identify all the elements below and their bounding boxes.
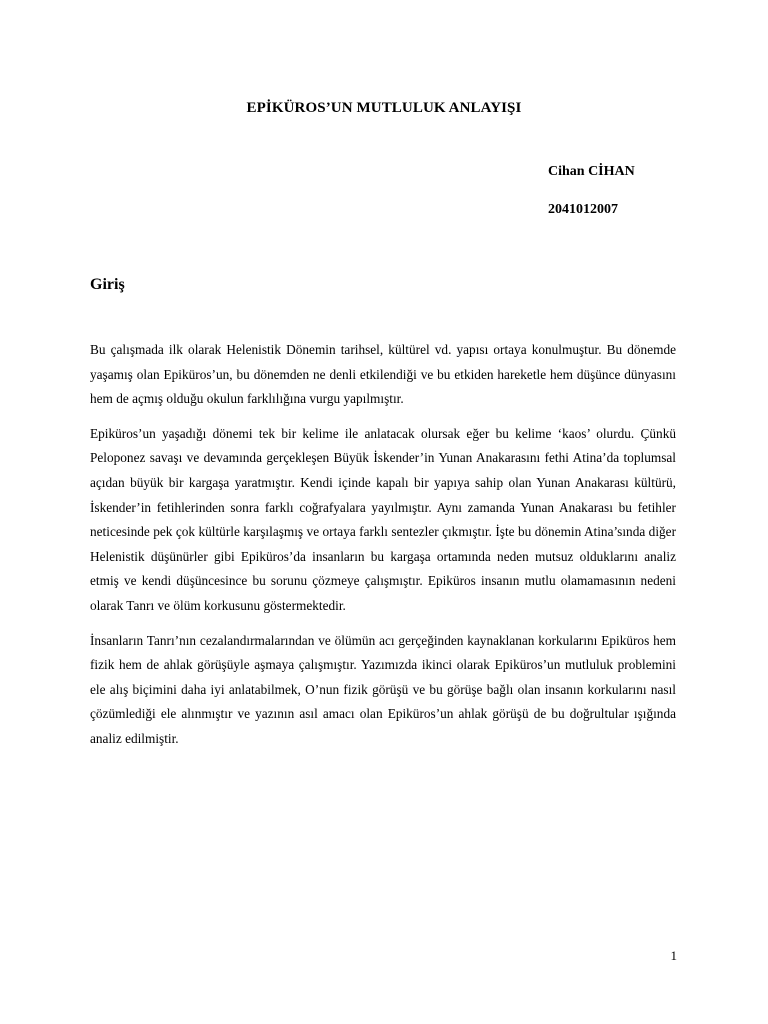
paragraph-3: İnsanların Tanrı’nın cezalandırmalarından ve ölümün acı gerçeğinden kaynaklanan korkularını Epiküros hem fizik hem de ahlak görüşüyle aşmaya çalışmıştır. Yazımızda ikinci olarak Epiküros’un mutluluk problemini ele alış biçimini daha iyi anlatabilmek, O’nun fizik görüşü ve bu görüşe bağlı olan insanın korkularını nasıl çözümlediği ele alınmıştır ve yazının asıl amacı olan Epiküros’un ahlak görüşü de bu doğrultular ışığında analiz edilmiştir. xyxy=(90,632,676,746)
paragraph-2: Epiküros’un yaşadığı dönemi tek bir kelime ile anlatacak olursak eğer bu kelime ‘kaos’ olurdu. Çünkü Peloponez savaşı ve devamında gerçekleşen Büyük İskender’in Yunan Anakarasını fethi Atina’da toplumsal açıdan büyük bir kargaşa yaratmıştır. Kendi içinde kapalı bir yapıya sahip olan Yunan Anakarası kültürü, İskender’in fetihlerinden sonra farklı coğrafyalara yayılmıştır. Aynı zamanda Yunan Anakarası bu fetihler neticesinde pek çok kültürle karşılaşmış ve ortaya farklı sentezler çıkmıştır. İşte bu dönemin Atina’sında diğer Helenistik düşünürler gibi Epiküros’da insanların bu kargaşa ortamında neden mutsuz olduklarını analiz etmiş ve kendi düşüncesince bu sorunu çözmeye çalışmıştır. Epiküros insanın mutlu olamamasının nedeni olarak Tanrı ve ölüm korkusunu göstermektedir. xyxy=(90,425,676,613)
author-id: 2041012007 xyxy=(548,202,618,217)
section-heading: Giriş xyxy=(90,276,125,293)
page-number: 1 xyxy=(670,948,677,963)
paragraph-1: Bu çalışmada ilk olarak Helenistik Dönemin tarihsel, kültürel vd. yapısı ortaya konulmuştur. Bu dönemde yaşamış olan Epiküros’un, bu dönemden ne denli etkilendiği ve bu etkiden hareketle hem düşünce dünyasını hem de açmış olduğu okulun farklılığına vurgu yapılmıştır. xyxy=(90,342,676,407)
body-text xyxy=(90,338,676,762)
document-title: EPİKÜROS’UN MUTLULUK ANLAYIŞI xyxy=(246,100,522,116)
author-name: Cihan CİHAN xyxy=(548,164,635,179)
